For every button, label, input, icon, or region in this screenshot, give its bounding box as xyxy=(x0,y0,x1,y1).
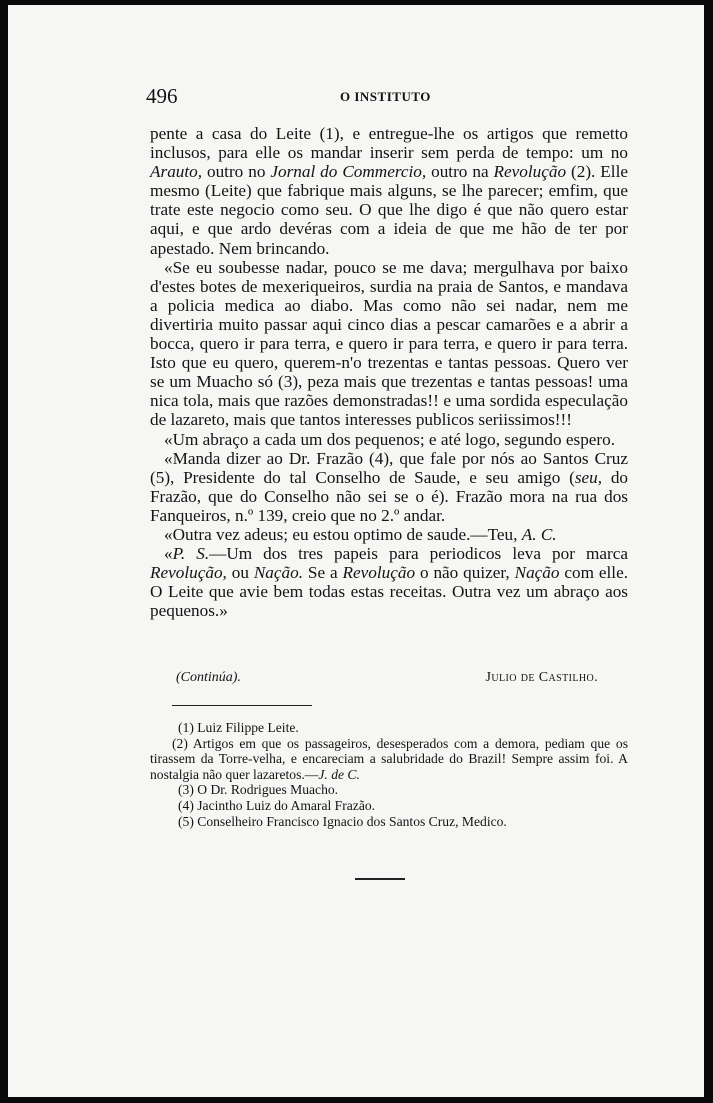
footnote-divider xyxy=(172,705,312,706)
letter-paragraph-4: «Manda dizer ao Dr. Frazão (4), que fale por nós ao Santos Cruz (5), Presidente do tal Conselho de Saude, e seu amigo (seu, do Frazão, que do Conselho não sei se o é). Frazão mora na rua dos Fanqueiros, n.º 139, creio que no 2.º andar. xyxy=(150,448,629,525)
letter-paragraph-1: pente a casa do Leite (1), e entregue-lhe os artigos que remetto inclusos, para elle os mandar inserir sem perda de tempo: um no Arauto, outro no Jornal do Commercio, outro na Revolução (2). Elle mesmo (Leite) que fabrique mais alguns, se lhe parecer; emfim, que trate este negocio como seu. O que lhe digo é que não quero estar aqui, e que ardo devéras com a ideia de que me hão de ter por apestado. Nem brincando. xyxy=(150,124,628,258)
end-rule xyxy=(355,878,405,880)
footnote-1: (1) Luiz Filippe Leite. xyxy=(178,720,299,735)
footnote-3: (3) O Dr. Rodrigues Muacho. xyxy=(178,782,339,798)
running-title: O INSTITUTO xyxy=(340,89,431,104)
author-name: Julio de Castilho. xyxy=(485,670,598,685)
footnote-5: (5) Conselheiro Francisco Ignacio dos Santos Cruz, Medico. xyxy=(178,813,507,829)
scan-border-bottom xyxy=(0,1097,713,1103)
letter-paragraph-3: «Um abraço a cada um dos pequenos; e até logo, segundo espero. xyxy=(164,429,616,449)
letter-body xyxy=(150,124,628,620)
letter-postscript: «P. S.—Um dos tres papeis para periodicos leva por marca Revolução, ou Nação. Se a Revolução o não quizer, Nação com elle. O Leite que avie bem todas estas receitas. Outra vez um abraço aos pequenos.» xyxy=(150,544,628,621)
letter-paragraph-5: «Outra vez adeus; eu estou optimo de saude.—Teu, A. C. xyxy=(164,524,557,544)
footnotes xyxy=(150,720,628,829)
scan-border-right xyxy=(704,0,713,1103)
scan-border-top xyxy=(0,0,713,5)
scan-border-left xyxy=(0,0,8,1103)
footnote-2: (2) Artigos em que os passageiros, desesperados com a demora, pediam que os tirassem da Torre-velha, e encareciam a salubridade do Brazil! Sempre assim foi. A nostalgia não quer lazaretos.—J. de C. xyxy=(150,735,628,782)
page-number: 496 xyxy=(146,84,178,108)
letter-paragraph-2: «Se eu soubesse nadar, pouco se me dava; mergulhava por baixo d'estes botes de mexeriqueiros, surdia na praia de Santos, e mandava a policia medica ao diabo. Mas como não sei nadar, nem me divertiria muito passar aqui cinco dias a pescar camarões e a abrir a bocca, quero ir para terra, e quero ir para terra, e quero ir para terra. Isto que eu quero, querem-n'o trezentas e tantas pessoas. Quero ver se um Muacho só (3), peza mais que trezentas e tantas pessoas! uma nica tola, mais que razões demonstradas!! e uma sordida especulação de lazareto, mais que tantos interesses publicos seriissimos!!! xyxy=(150,257,628,430)
footnote-4: (4) Jacintho Luiz do Amaral Frazão. xyxy=(178,797,376,813)
continued-note: (Continúa). xyxy=(176,670,241,685)
